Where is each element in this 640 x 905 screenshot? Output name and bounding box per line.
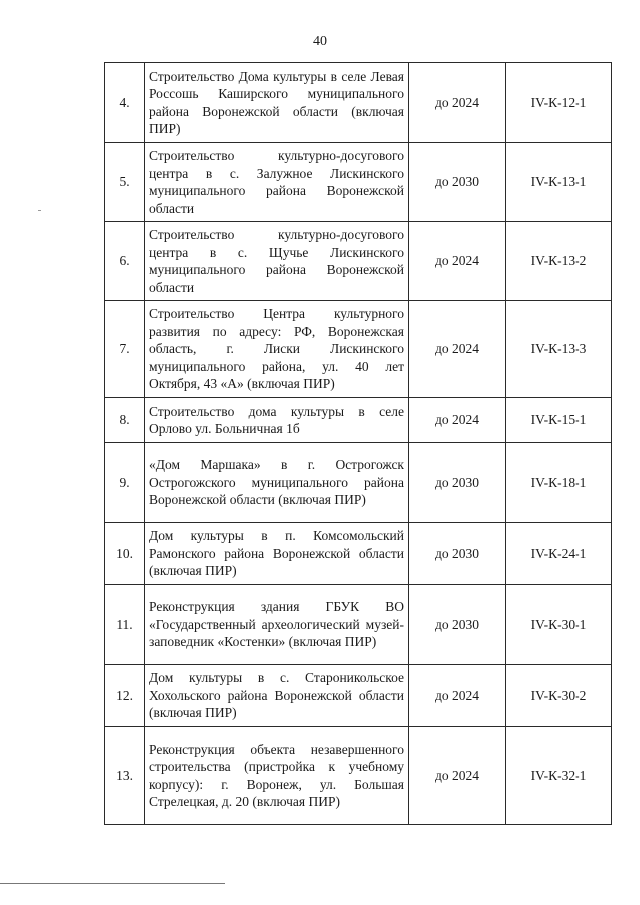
table-row: [105, 301, 612, 398]
object-name: Дом культуры в п. Комсомольский Рамонского района Воронежской области (включая ПИР): [145, 523, 409, 585]
objects-table-body: [105, 63, 612, 825]
table-row: [105, 665, 612, 727]
object-code: IV-К-30-2: [506, 665, 612, 727]
object-code: IV-К-13-3: [506, 301, 612, 398]
table-row: [105, 143, 612, 222]
row-number: 8.: [105, 398, 145, 443]
deadline: до 2030: [409, 585, 506, 665]
footer-rule: [0, 883, 225, 884]
table-row: [105, 523, 612, 585]
object-code: IV-К-15-1: [506, 398, 612, 443]
table-row: [105, 222, 612, 301]
object-code: IV-К-13-1: [506, 143, 612, 222]
deadline: до 2024: [409, 727, 506, 825]
page-number: 40: [313, 34, 327, 49]
object-name: Строительство культурно-досугового центра в с. Щучье Лискинского муниципального района Воронежской области: [145, 222, 409, 301]
row-number: 11.: [105, 585, 145, 665]
objects-table: [104, 62, 612, 825]
object-name: Строительство культурно-досугового центра в с. Залужное Лискинского муниципального района Воронежской области: [145, 143, 409, 222]
table-row: [105, 585, 612, 665]
table-row: [105, 727, 612, 825]
table-row: [105, 63, 612, 143]
object-name: Дом культуры в с. Староникольское Хохольского района Воронежской области (включая ПИР): [145, 665, 409, 727]
deadline: до 2030: [409, 143, 506, 222]
table-row: [105, 398, 612, 443]
object-name: Строительство дома культуры в селе Орлово ул. Больничная 1б: [145, 398, 409, 443]
object-code: IV-К-12-1: [506, 63, 612, 143]
scan-mark: [38, 210, 41, 211]
object-code: IV-К-18-1: [506, 443, 612, 523]
object-code: IV-К-13-2: [506, 222, 612, 301]
object-name: Строительство Центра культурного развития по адресу: РФ, Воронежская область, г. Лиски Лискинского муниципального района, ул. 40 лет Октября, 43 «А» (включая ПИР): [145, 301, 409, 398]
object-name: Реконструкция объекта незавершенного строительства (пристройка к учебному корпусу): г. Воронеж, ул. Большая Стрелецкая, д. 20 (включая ПИР): [145, 727, 409, 825]
object-code: IV-К-24-1: [506, 523, 612, 585]
object-name: Строительство Дома культуры в селе Левая Россошь Каширского муниципального района Воронежской области (включая ПИР): [145, 63, 409, 143]
object-name: Реконструкция здания ГБУК ВО «Государственный археологический музей-заповедник «Костенки» (включая ПИР): [145, 585, 409, 665]
object-code: IV-К-30-1: [506, 585, 612, 665]
table-row: [105, 443, 612, 523]
object-code: IV-К-32-1: [506, 727, 612, 825]
row-number: 7.: [105, 301, 145, 398]
deadline: до 2030: [409, 523, 506, 585]
row-number: 9.: [105, 443, 145, 523]
deadline: до 2024: [409, 301, 506, 398]
deadline: до 2024: [409, 398, 506, 443]
object-name: «Дом Маршака» в г. Острогожск Острогожского муниципального района Воронежской области (включая ПИР): [145, 443, 409, 523]
row-number: 10.: [105, 523, 145, 585]
deadline: до 2030: [409, 443, 506, 523]
row-number: 13.: [105, 727, 145, 825]
deadline: до 2024: [409, 63, 506, 143]
deadline: до 2024: [409, 222, 506, 301]
row-number: 12.: [105, 665, 145, 727]
row-number: 5.: [105, 143, 145, 222]
row-number: 4.: [105, 63, 145, 143]
row-number: 6.: [105, 222, 145, 301]
deadline: до 2024: [409, 665, 506, 727]
